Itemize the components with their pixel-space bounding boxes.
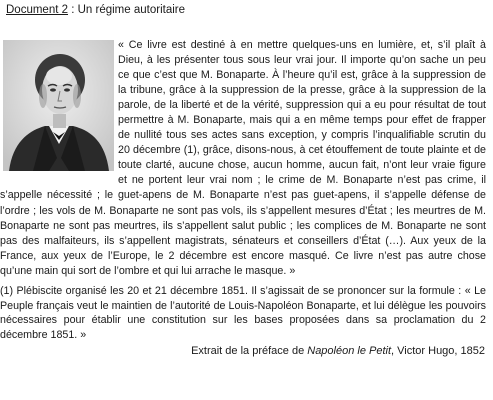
source-suffix: , Victor Hugo, 1852 [391, 345, 485, 357]
main-excerpt [0, 38, 486, 279]
source-citation [191, 344, 485, 358]
document-title: Un régime autoritaire [77, 4, 185, 16]
portrait-spacer [0, 38, 118, 188]
source-prefix: Extrait de la préface de [191, 345, 308, 357]
heading-separator: : [68, 4, 78, 16]
document-number: Document 2 [6, 4, 69, 16]
excerpt-text: « Ce livre est destiné à en mettre quelques-uns en lumière, et, s’il plaît à Dieu, à les présenter tous sous leur vrai jour. Il importe qu’on sache un peu ce que c’est que M. Bonaparte. À l’heure qu’il est, grâce à la suppression de la tribune, grâce à la suppression de la presse, grâce à la suppression de la parole, de la liberté et de la vérité, suppression qui a eu pour résultat de tout permettre à M. Bonaparte, mais qui a en même temps pour effet de frapper de nullité tous ses actes sans exception, y compris l’inqualifiable scrutin du 20 décembre (1), grâce, disons-nous, à cet étouffement de toute plainte et de toute clarté, aucune chose, aucun homme, aucun fait, n’ont leur vraie figure et ne portent leur vrai nom ; le crime de M. Bonaparte n’est pas crime, il s’appelle nécessité ; le guet-apens de M. Bonaparte n’est pas guet-apens, il s’appelle défense de l’ordre ; les vols de M. Bonaparte ne sont pas vols, ils s’appellent mesures d’État ; les meurtres de M. Bonaparte ne sont pas meurtres, ils s’appellent salut public ; les complices de M. Bonaparte ne sont pas des malfaiteurs, ils s’appellent magistrats, sénateurs et conseillers d’État (…). Aux yeux de la France, aux yeux de l’Europe, le 2 décembre est encore masqué. Ce livre n’est pas autre chose qu’une main qui sort de l’ombre et qui lui arrache le masque. » [0, 39, 486, 277]
source-work-title: Napoléon le Petit [307, 345, 392, 357]
footnote: (1) Plébiscite organisé les 20 et 21 décembre 1851. Il s’agissait de se prononcer sur la formule : « Le Peuple français veut le maintien de l’autorité de Louis-Napoléon Bonaparte, et lui délègue les pouvoirs nécessaires pour établir une constitution sur les bases proposées dans sa proclamation du 2 décembre 1851. » [0, 285, 486, 341]
document-heading [6, 3, 185, 17]
